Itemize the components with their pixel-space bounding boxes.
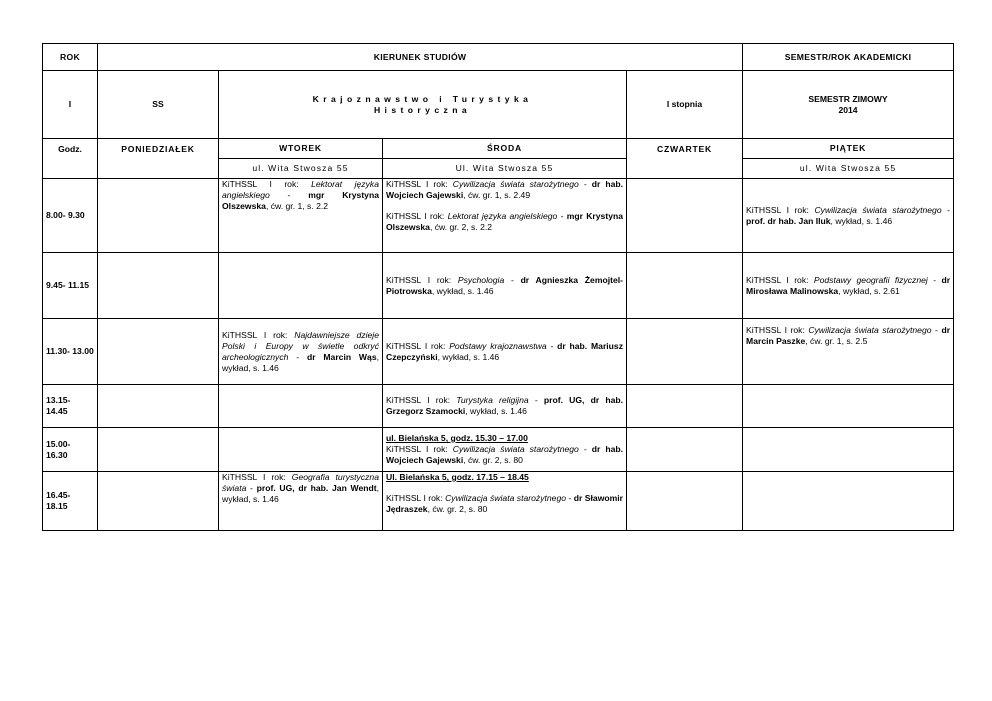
wednesday-slot-2: [383, 253, 627, 319]
kierunek-label: KIERUNEK STUDIÓW: [98, 44, 743, 71]
day-header-tuesday: WTOREK: [219, 139, 383, 159]
thursday-slot-5: [627, 428, 743, 472]
semester-line-2: 2014: [838, 104, 858, 115]
godz-header: Godz.: [43, 139, 98, 179]
friday-slot-3: [743, 319, 954, 385]
address-friday: ul. Wita Stwosza 55: [743, 159, 954, 179]
wednesday-slot-1: [383, 179, 627, 253]
class-entry: KiTHSSL I rok: Cywilizacja świata starożytnego - dr Marcin Paszke, ćw. gr. 1, s. 2.5: [746, 325, 951, 346]
day-header-wednesday: ŚRODA: [383, 139, 627, 159]
class-entry: KiTHSSL I rok: Cywilizacja świata starożytnego - dr hab. Wojciech Gajewski, ćw. gr. 1, s. 2.49: [386, 179, 624, 200]
thursday-slot-3: [627, 319, 743, 385]
field-of-study-title: [219, 71, 627, 139]
class-entry: KiTHSSL I rok: Lektorat języka angielskiego - mgr Krystyna Olszewska, ćw. gr. 2, s. 2.2: [386, 211, 624, 232]
friday-slot-5: [743, 428, 954, 472]
study-mode: SS: [98, 71, 219, 139]
semester-info: [743, 71, 954, 139]
time-slot-2: 9.45- 11.15: [43, 253, 98, 319]
location-note: Ul. Bielańska 5, godz. 17.15 – 18.45: [386, 472, 529, 482]
rok-value: I: [43, 71, 98, 139]
class-entry: KiTHSSL I rok: Psychologia - dr Agnieszka Żemojtel-Piotrowska, wykład, s. 1.46: [386, 274, 623, 296]
time-slot-1: 8.00- 9.30: [43, 179, 98, 253]
title-line-1: Krajoznawstwo i Turystyka: [312, 93, 533, 104]
day-header-friday: PIĄTEK: [743, 139, 954, 159]
class-entry: KiTHSSL I rok: Cywilizacja świata starożytnego - dr Sławomir Jędraszek, ćw. gr. 2, s. 80: [386, 493, 624, 514]
friday-slot-2: [743, 253, 954, 319]
wednesday-slot-4: [383, 385, 627, 428]
class-entry: KiTHSSL I rok: Lektorat języka angielskiego - mgr Krystyna Olszewska, ćw. gr. 1, s. 2.2: [222, 179, 379, 211]
class-entry: KiTHSSL I rok: Podstawy geografii fizycznej - dr Mirosława Malinowska, wykład, s. 2.61: [746, 274, 951, 296]
day-header-monday: PONIEDZIAŁEK: [98, 139, 219, 179]
day-header-thursday: CZWARTEK: [627, 139, 743, 179]
time-slot-6: 16.45- 18.15: [43, 472, 98, 531]
schedule-table: [42, 43, 954, 531]
monday-slot-1: [98, 179, 219, 253]
tuesday-slot-2: [219, 253, 383, 319]
class-entry: KiTHSSL I rok: Cywilizacja świata starożytnego - prof. dr hab. Jan Iluk, wykład, s. 1.46: [746, 204, 951, 226]
wednesday-slot-3: [383, 319, 627, 385]
tuesday-slot-6: [219, 472, 383, 531]
monday-slot-3: [98, 319, 219, 385]
monday-slot-4: [98, 385, 219, 428]
thursday-slot-4: [627, 385, 743, 428]
semester-line-1: SEMESTR ZIMOWY: [808, 93, 888, 104]
monday-slot-5: [98, 428, 219, 472]
class-entry: KiTHSSL I rok: Geografia turystyczna świata - prof. UG, dr hab. Jan Wendt, wykład, s. 1.46: [222, 472, 379, 504]
title-line-2: Historyczna: [373, 104, 472, 115]
class-entry: KiTHSSL I rok: Najdawniejsze dzieje Polski i Europy w świetle odkryć archeologicznych - dr Marcin Wąs, wykład, s. 1.46: [222, 329, 379, 373]
tuesday-slot-1: [219, 179, 383, 253]
time-slot-3: 11.30- 13.00: [43, 319, 98, 385]
thursday-slot-6: [627, 472, 743, 531]
location-note: ul. Bielańska 5, godz. 15.30 – 17.00: [386, 433, 528, 443]
time-slot-4: 13.15- 14.45: [43, 385, 98, 428]
wednesday-slot-6: [383, 472, 627, 531]
friday-slot-1: [743, 179, 954, 253]
address-tuesday: ul. Wita Stwosza 55: [219, 159, 383, 179]
time-slot-5: 15.00- 16.30: [43, 428, 98, 472]
class-entry: KiTHSSL I rok: Cywilizacja świata starożytnego - dr hab. Wojciech Gajewski, ćw. gr. 2, s. 80: [386, 444, 624, 465]
monday-slot-6: [98, 472, 219, 531]
tuesday-slot-4: [219, 385, 383, 428]
tuesday-slot-5: [219, 428, 383, 472]
semestr-label: SEMESTR/ROK AKADEMICKI: [743, 44, 954, 71]
thursday-slot-2: [627, 253, 743, 319]
class-entry: KiTHSSL I rok: Podstawy krajoznawstwa - dr hab. Mariusz Czepczyński, wykład, s. 1.46: [386, 340, 624, 362]
thursday-slot-1: [627, 179, 743, 253]
study-level: I stopnia: [627, 71, 743, 139]
rok-label: ROK: [43, 44, 98, 71]
address-wednesday: Ul. Wita Stwosza 55: [383, 159, 627, 179]
friday-slot-4: [743, 385, 954, 428]
class-entry: KiTHSSL I rok: Turystyka religijna - prof. UG, dr hab. Grzegorz Szamocki, wykład, s. 1.46: [386, 395, 623, 416]
monday-slot-2: [98, 253, 219, 319]
wednesday-slot-5: [383, 428, 627, 472]
tuesday-slot-3: [219, 319, 383, 385]
friday-slot-6: [743, 472, 954, 531]
